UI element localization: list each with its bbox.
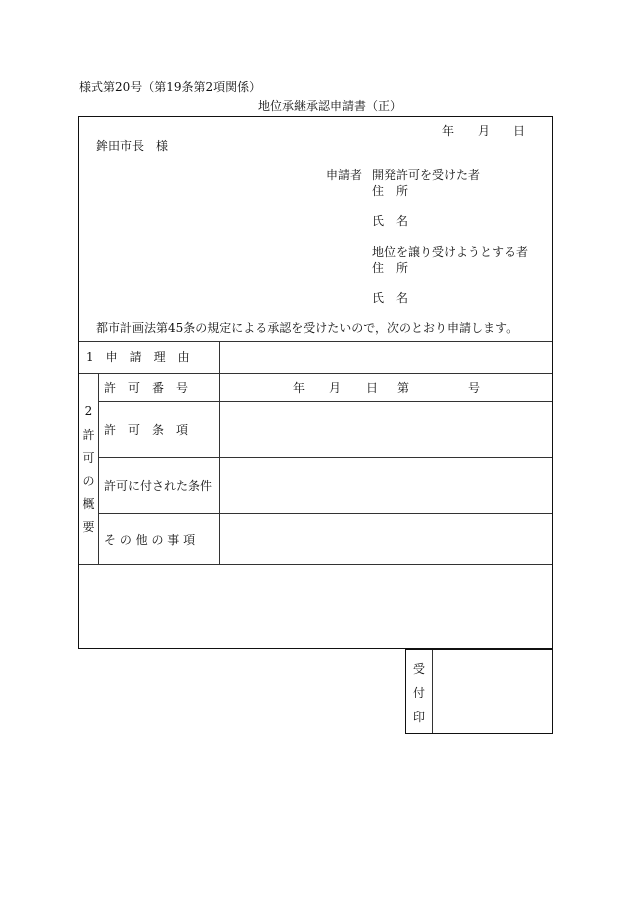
attached-conditions-label: 許可に付された条件 <box>104 479 213 493</box>
permit-holder-address-label: 住 所 <box>372 184 409 198</box>
application-reason-field[interactable] <box>220 342 552 373</box>
successor-title: 地位を譲り受けようとする者 <box>372 245 529 259</box>
date-year-label: 年 <box>442 124 455 138</box>
permit-conditions-field[interactable] <box>220 402 552 457</box>
application-reason-label: 1 申 請 理 由 <box>86 350 190 364</box>
date-day-label: 日 <box>513 124 526 138</box>
addressee: 鉾田市長 様 <box>96 139 169 153</box>
permit-holder-title: 開発許可を受けた者 <box>372 168 481 182</box>
form-title: 地位承継承認申請書（正） <box>258 99 403 113</box>
permit-summary-char-5: 要 <box>82 520 95 534</box>
other-matters-label: そ の 他 の 事 項 <box>104 533 196 547</box>
successor-name-label: 氏 名 <box>372 291 409 305</box>
permit-number-suffix: 号 <box>468 381 481 395</box>
permit-number-day: 日 <box>366 381 379 395</box>
successor-address-label: 住 所 <box>372 261 409 275</box>
permit-number-month: 月 <box>329 381 342 395</box>
permit-number-prefix: 第 <box>397 381 410 395</box>
application-statement: 都市計画法第45条の規定による承認を受けたいので，次のとおり申請します。 <box>96 321 519 335</box>
permit-summary-char-4: 概 <box>82 497 95 511</box>
permit-number-year: 年 <box>293 381 306 395</box>
receipt-char-2: 付 <box>412 686 425 700</box>
permit-holder-name-label: 氏 名 <box>372 214 409 228</box>
date-month-label: 月 <box>478 124 491 138</box>
permit-summary-char-2: 可 <box>82 451 95 465</box>
other-matters-field[interactable] <box>220 514 552 564</box>
row2-number-column-divider <box>98 373 99 564</box>
row1-bottom-line <box>79 373 552 374</box>
receipt-char-1: 受 <box>412 662 425 676</box>
attached-conditions-field[interactable] <box>220 458 552 513</box>
permit-conditions-label: 許 可 条 項 <box>104 423 189 437</box>
permit-number-label: 許 可 番 号 <box>104 381 189 395</box>
table-bottom-line <box>79 564 552 565</box>
applicant-label: 申請者 <box>326 168 363 182</box>
receipt-char-3: 印 <box>412 710 425 724</box>
form-number: 様式第20号（第19条第2項関係） <box>79 80 262 94</box>
receipt-stamp-divider <box>432 650 433 733</box>
permit-summary-number: 2 <box>84 404 93 418</box>
permit-summary-char-1: 許 <box>82 428 95 442</box>
permit-summary-char-3: の <box>82 474 95 488</box>
receipt-stamp-area[interactable] <box>434 651 551 732</box>
